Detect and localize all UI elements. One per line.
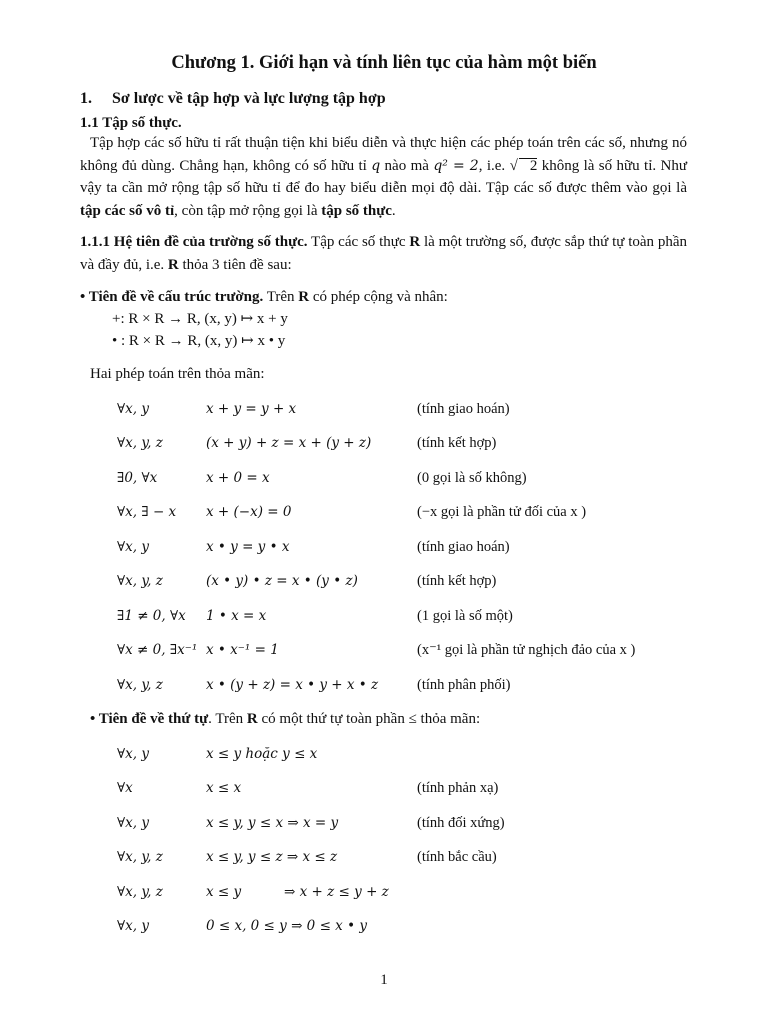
formula: (x + y) + z = x + (y + z) <box>206 435 372 451</box>
axiom-row <box>0 746 768 768</box>
quantifier: ∀x, y, z <box>117 849 163 865</box>
axiom-row <box>0 573 768 595</box>
formula: x + y = y + x <box>206 401 297 417</box>
axiom-row <box>0 677 768 699</box>
formula: x ≤ x <box>206 780 242 796</box>
axiom-row <box>0 539 768 561</box>
math-equation: q² = 2 <box>433 157 479 174</box>
note: (tính phân phối) <box>417 677 511 693</box>
text-run: . <box>391 202 396 219</box>
subsection-heading: 1.1 Tập số thực. <box>80 115 182 131</box>
formula: x • y = y • x <box>206 539 290 555</box>
note: (−x gọi là phần tử đối của x ) <box>417 504 587 520</box>
quantifier: ∀x, y <box>117 539 149 555</box>
formula: x ≤ y, y ≤ z ⇒ x ≤ z <box>206 849 338 865</box>
sqrt-argument: 2 <box>519 158 538 174</box>
symbol-R: R <box>409 234 421 250</box>
formula: x ≤ y hoặc y ≤ x <box>206 746 318 762</box>
note: (0 gọi là số không) <box>417 470 527 486</box>
text-run: , còn tập mở rộng gọi là <box>174 202 322 219</box>
formula: x + 0 = x <box>206 470 270 486</box>
quantifier: ∀x <box>117 780 133 796</box>
quantifier: ∃1 ≠ 0, ∀x <box>117 608 186 624</box>
page-number: 1 <box>380 972 388 988</box>
quantifier: ∀x, y <box>117 746 149 762</box>
symbol-R: R <box>167 256 179 273</box>
note: (tính phản xạ) <box>417 780 499 796</box>
note: (tính giao hoán) <box>417 539 510 555</box>
text-run: có phép cộng và nhân: <box>309 289 448 305</box>
text-run: , i.e. √ <box>478 157 518 174</box>
multiplication-operation: • : R × R → R, (x, y) ↦ x • y <box>112 333 286 349</box>
note: (tính giao hoán) <box>417 401 510 417</box>
quantifier: ∀x ≠ 0, ∃x⁻¹ <box>117 642 198 658</box>
axiom-row <box>0 401 768 423</box>
text-run: có một thứ tự toàn phần ≤ thỏa mãn: <box>257 711 481 727</box>
section-title: Sơ lược về tập hợp và lực lượng tập hợp <box>112 90 386 107</box>
axiom-row <box>0 504 768 526</box>
chapter-title: Chương 1. Giới hạn và tính liên tục của hàm một biến <box>171 53 597 73</box>
axiom-row <box>0 780 768 802</box>
intro-paragraph <box>80 132 687 222</box>
bullet-heading: • Tiên đề về thứ tự <box>90 711 209 727</box>
text-run: Tập các số thực <box>307 234 410 250</box>
formula: x + (−x) = 0 <box>206 504 292 520</box>
bullet-order-axiom <box>90 711 480 728</box>
axiom-row <box>0 608 768 630</box>
formula: x ≤ y, y ≤ x ⇒ x = y <box>206 815 339 831</box>
axiom-row <box>0 642 768 664</box>
quantifier: ∀x, y, z <box>117 677 163 693</box>
text-run: Trên <box>263 289 299 305</box>
axiom-row <box>0 918 768 940</box>
axiom-row <box>0 470 768 492</box>
note: (1 gọi là số một) <box>417 608 513 624</box>
formula: 1 • x = x <box>206 608 267 624</box>
section-number: 1. <box>80 90 92 107</box>
quantifier: ∀x, y, z <box>117 884 163 900</box>
symbol-R: R <box>298 289 310 305</box>
text-run: nào mà <box>380 157 434 174</box>
quantifier: ∀x, y <box>117 401 149 417</box>
note: (x⁻¹ gọi là phần tử nghịch đảo của x ) <box>417 642 636 658</box>
axiom-row <box>0 849 768 871</box>
formula: x • (y + z) = x • y + x • z <box>206 677 379 693</box>
quantifier: ∀x, y <box>117 815 149 831</box>
note: (tính bắc cầu) <box>417 849 497 865</box>
quantifier: ∀x, ∃ − x <box>117 504 177 520</box>
formula: (x • y) • z = x • (y • z) <box>206 573 358 589</box>
quantifier: ∃0, ∀x <box>117 470 158 486</box>
formula: 0 ≤ x, 0 ≤ y ⇒ 0 ≤ x • y <box>206 918 367 934</box>
text-run: không là số hữu tỉ. Như vậy ta cần mở rộng tập số hữu tỉ để đo hay biểu diễn mọi độ dài. Tập các số được thêm vào gọi là <box>80 157 687 196</box>
formula: x ≤ y ⇒ x + z ≤ y + z <box>206 884 389 900</box>
note: (tính kết hợp) <box>417 435 497 451</box>
math-var: q <box>371 157 381 174</box>
note: (tính đối xứng) <box>417 815 505 831</box>
axiom-system-paragraph <box>80 231 687 276</box>
term-real: tập số thực <box>321 202 392 219</box>
quantifier: ∀x, y <box>117 918 149 934</box>
symbol-R: R <box>246 711 258 727</box>
axiom-row <box>0 884 768 906</box>
text-run: thỏa 3 tiên đề sau: <box>178 256 292 273</box>
axiom-row <box>0 435 768 457</box>
quantifier: ∀x, y, z <box>117 573 163 589</box>
bullet-heading: • Tiên đề về cấu trúc trường. <box>80 289 264 305</box>
text-run: Tập hợp các số hữu tỉ rất thuận tiện khi biểu diễn và thực hiện các phép toán trên các số, nhưng nó không đủ dùng. Chẳng hạn, không có số hữu tỉ <box>80 135 687 174</box>
bullet-field-axiom <box>80 286 687 309</box>
addition-operation: +: R × R → R, (x, y) ↦ x + y <box>112 311 288 327</box>
term-irrational: tập các số vô tỉ <box>80 202 175 219</box>
text-run: . Trên <box>208 711 247 727</box>
section-heading <box>80 90 386 108</box>
quantifier: ∀x, y, z <box>117 435 163 451</box>
note: (tính kết hợp) <box>417 573 497 589</box>
formula: x • x⁻¹ = 1 <box>206 642 279 658</box>
axiom-row <box>0 815 768 837</box>
text-run: là một trường số, được sắp thứ tự toàn phần và đầy đủ, i.e. <box>80 234 688 273</box>
intro-line: Hai phép toán trên thỏa mãn: <box>90 366 265 382</box>
subsubsection-heading: 1.1.1 Hệ tiên đề của trường số thực. <box>80 234 308 250</box>
